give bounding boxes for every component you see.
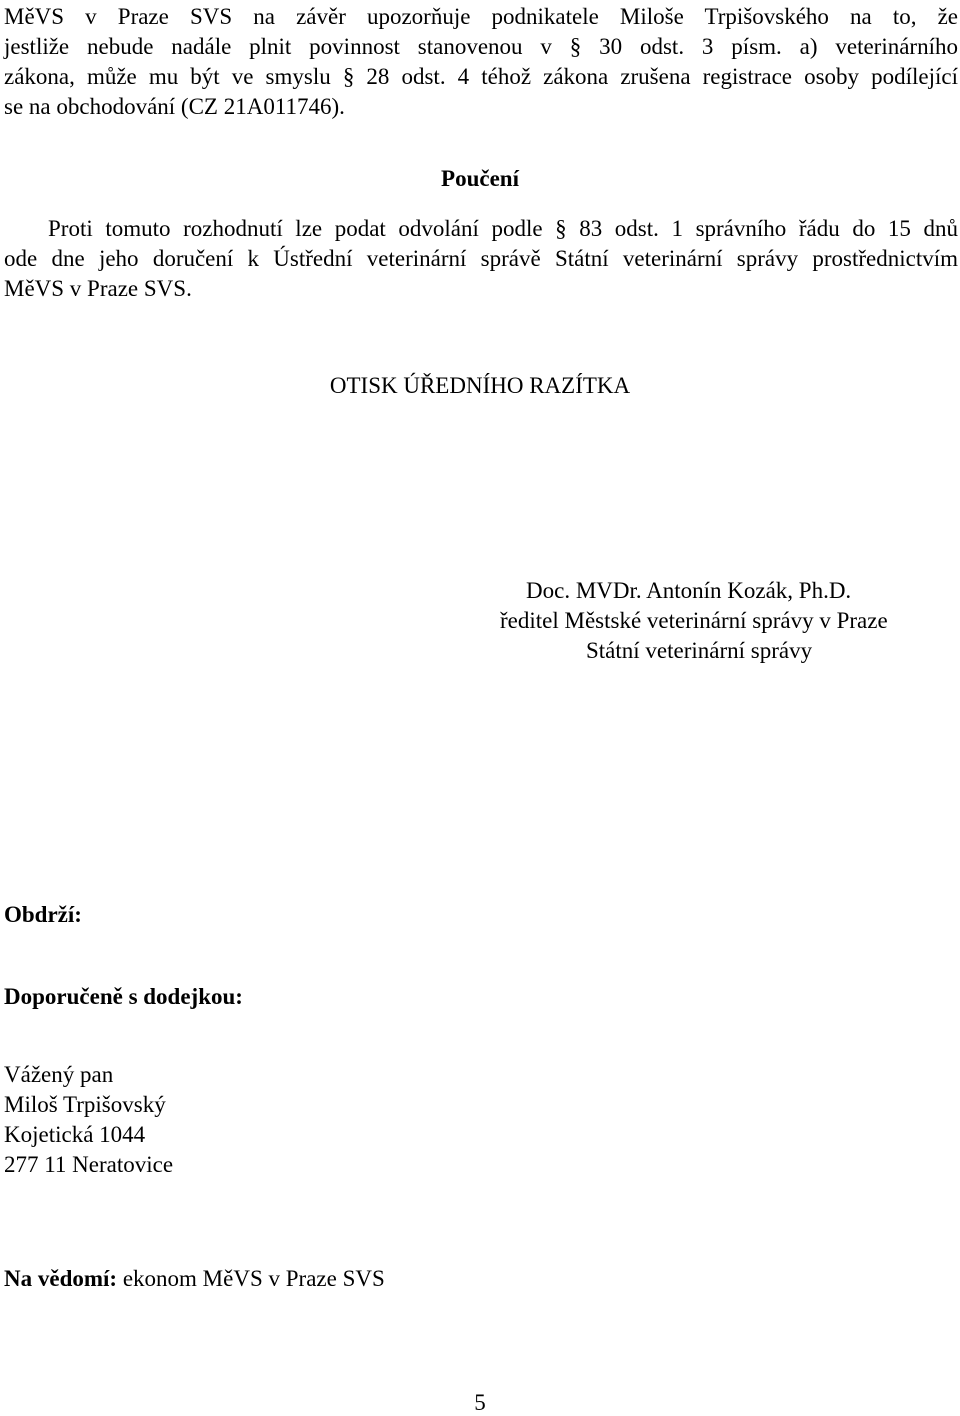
signatory-name: Doc. MVDr. Antonín Kozák, Ph.D. (526, 578, 852, 603)
instruction-heading: Poučení (441, 166, 519, 191)
signature-block (500, 576, 940, 666)
intro-paragraph (4, 2, 958, 122)
address-line-city: 277 11 Neratovice (4, 1152, 174, 1177)
intro-line-3: zákona, může mu být ve smyslu § 28 odst. 4 téhož zákona zrušena registrace osoby podílející (4, 64, 958, 89)
instruction-paragraph (4, 214, 958, 304)
instruction-line-2: ode dne jeho doručení k Ústřední veterinární správě Státní veterinární správy prostřednictvím (4, 246, 958, 271)
address-line-salutation: Vážený pan (4, 1062, 114, 1087)
recipient-address (4, 1060, 173, 1180)
notice-label: Na vědomí: (4, 1266, 118, 1291)
address-line-street: Kojetická 1044 (4, 1122, 146, 1147)
intro-line-2: jestliže nebude nadále plnit povinnost stanovenou v § 30 odst. 3 písm. a) veterinárního (4, 34, 958, 59)
address-line-name: Miloš Trpišovský (4, 1092, 166, 1117)
receives-label: Obdrží: (4, 902, 82, 927)
registered-mail-label: Doporučeně s dodejkou: (4, 984, 243, 1009)
stamp-placeholder: OTISK ÚŘEDNÍHO RAZÍTKA (329, 373, 631, 398)
notice-value: ekonom MěVS v Praze SVS (117, 1266, 385, 1291)
signatory-organization: Státní veterinární správy (586, 638, 813, 663)
page-number: 5 (474, 1390, 486, 1415)
intro-line-4: se na obchodování (CZ 21A011746). (4, 94, 345, 119)
instruction-line-1: Proti tomuto rozhodnutí lze podat odvolání podle § 83 odst. 1 správního řádu do 15 dnů (48, 216, 958, 241)
notice-line (4, 1264, 385, 1294)
signatory-title: ředitel Městské veterinární správy v Praze (500, 608, 888, 633)
intro-line-1: MěVS v Praze SVS na závěr upozorňuje podnikatele Miloše Trpišovského na to, že (4, 4, 958, 29)
instruction-line-3: MěVS v Praze SVS. (4, 276, 192, 301)
